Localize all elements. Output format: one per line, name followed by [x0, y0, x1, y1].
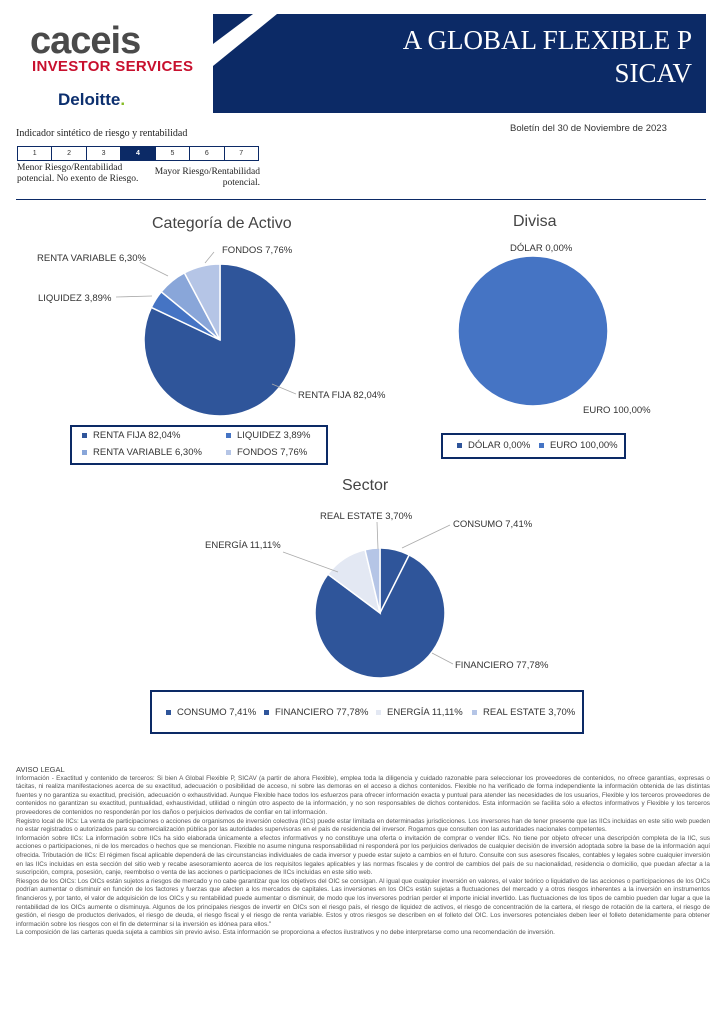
- investor-services-logo-text: INVESTOR SERVICES: [32, 58, 194, 75]
- legend-item-consumo: [166, 707, 256, 718]
- legend-swatch: [166, 710, 171, 715]
- risk-high-line2: potencial.: [222, 178, 260, 188]
- chart-sector-legend: [150, 690, 584, 734]
- deloitte-logo-dot: .: [120, 90, 126, 109]
- legend-label: LIQUIDEZ 3,89%: [237, 430, 311, 441]
- legal-paragraph-1: Información - Exactitud y contenido de terceros: Si bien A Global Flexible P, SICAV (a partir de ahora Flexible), emplea toda la diligencia y cuidado razonable para seleccionar los proveedores de contenidos, no ofrece garantías, expresas o tácitas, ni realiza manifestaciones acerca de su exactitud, adecuación o posibilidad de acceso, ni sobre las demoras en el acceso a dichos contenidos. Flexible no ha verificado de forma independiente la información obtenida de las distintas fuentes y no garantiza su exactitud, precisión, adecuación o exhaustividad. Aunque Flexible hace todos los esfuerzos para ofrecer información exacta y puntual para atender las necesidades de los usuarios, Flexible y los terceros proveedores de contenidos no garantizan su exactitud, puntualidad, exhaustividad, utilidad o ningún otro aspecto de la información, y no son responsables de dichos contenidos. Esta información se facilita sólo a efectos informativos y Flexible y los terceros proveedores de contenidos no responderán por los daños o perjuicios derivados de confiar en tal información.: [16, 774, 710, 816]
- risk-level-4-selected: 4: [121, 147, 155, 160]
- risk-level-6: 6: [190, 147, 224, 160]
- legend-swatch: [472, 710, 477, 715]
- risk-level-2: 2: [52, 147, 86, 160]
- legend-label: RENTA FIJA 82,04%: [93, 430, 181, 441]
- risk-low-line1: Menor Riesgo/Rentabilidad: [17, 163, 123, 173]
- legal-notice: [16, 766, 710, 938]
- legend-swatch: [264, 710, 269, 715]
- risk-level-3: 3: [87, 147, 121, 160]
- risk-indicator-label: Indicador sintético de riesgo y rentabilidad: [16, 128, 188, 139]
- deloitte-logo-text: Deloitte: [58, 90, 121, 109]
- legend-swatch: [376, 710, 381, 715]
- chart-sector-label-real-estate: REAL ESTATE 3,70%: [320, 511, 413, 522]
- legend-item-financiero: [264, 707, 368, 718]
- legend-label: CONSUMO 7,41%: [177, 707, 257, 718]
- chart-asset-label-fondos: FONDOS 7,76%: [222, 245, 293, 256]
- legal-paragraph-4: Riesgos de los OICs: Los OICs están sujetos a riesgos de mercado y no cabe garantizar que los objetivos del OIC se consigan. Al igual que cualquier inversión en valores, el valor teórico o liquidativo de las acciones o participaciones de los OICs podrían aumentar o disminuir en función de los factores y fuerzas que afecten a los mercados de capitales. Las inversiones en los OICs están sujetas a fluctuaciones del mercado y a otros riesgos inherentes a la inversión en instrumentos financieros y, por tanto, el valor de adquisición de los OICs y su rentabilidad puede aumentar o disminuir, de modo que los inversores podrían perder el importe inicial invertido. Las fluctuaciones de los tipos de cambio pueden dar lugar a que la rentabilidad de los OICs aumente o disminuya. Algunos de los principales riesgos de invertir en OICs son el riesgo país, el riesgo de liquidez de activos, el riesgo de concentración de la cartera, el riesgo de rotación de la cartera, el riesgo de gestión, el riesgo de productos derivados, el riesgo de deuda, el riesgo fiscal y el riesgo de renta variable. Estos y otros riesgos se describen en el folleto del OIC. Los inversores potenciales deben leer el folleto detenidamente para obtener información sobre los riesgos con el fin de determinar si la inversión es idónea para ellos.": [16, 877, 710, 928]
- risk-low-line2: potencial. No exento de Riesgo.: [17, 174, 139, 184]
- chart-sector-title: Sector: [342, 477, 389, 494]
- legal-heading: AVISO LEGAL: [16, 765, 65, 774]
- legend-label: ENERGÍA 11,11%: [387, 707, 463, 718]
- legend-item-real-estate: [472, 707, 575, 718]
- fund-title-line1: A GLOBAL FLEXIBLE P: [402, 25, 692, 55]
- chart-currency-label-euro: EURO 100,00%: [583, 405, 651, 416]
- legend-label: REAL ESTATE 3,70%: [483, 707, 576, 718]
- legend-item-energia: [376, 707, 463, 718]
- caceis-logo: caceis: [30, 20, 141, 62]
- risk-level-5: 5: [156, 147, 190, 160]
- legend-label: EURO 100,00%: [550, 440, 618, 451]
- risk-level-1: 1: [18, 147, 52, 160]
- fund-title-line2: SICAV: [614, 58, 692, 88]
- legend-label: DÓLAR 0,00%: [468, 440, 531, 451]
- chart-asset-label-renta-variable: RENTA VARIABLE 6,30%: [37, 253, 146, 264]
- risk-level-7: 7: [239, 150, 244, 157]
- legal-paragraph-3: Información sobre IICs: La información sobre IICs ha sido elaborada únicamente a efectos informativos y no constituye una oferta o invitación de comprar o vender IICs. No tiene por objeto ofrecer una descripción completa de la IIC, sus acciones o participaciones, ni de los mercados o hechos que se mencionan. Flexible no asume ninguna responsabilidad ni responderá por los perjuicios derivados de cualquier decisión de inversión adoptada sobre la base de la información aquí ofrecida. Tributación de IICs: El régimen fiscal aplicable dependerá de las circunstancias individuales de cada inversor y puede estar sujeto a cambios en el futuro. Consulte con sus asesores fiscales, contables y legales sobre cualquier inversión en las IICs incluidas en esta sección del sitio web y recabe asesoramiento acerca de los requisitos legales aplicables y las normas fiscales y de control de cambios del país de su nacionalidad, residencia o domicilio, que puedan afectar a la suscripción, compra, posesión, canje, reembolso o venta de las acciones o participaciones de IICs incluidas en este sitio web.: [16, 834, 710, 877]
- chart-asset-label-renta-fija: RENTA FIJA 82,04%: [298, 390, 386, 401]
- legend-label: RENTA VARIABLE 6,30%: [93, 447, 202, 458]
- legal-paragraph-2: Registro local de IICs: La venta de participaciones o acciones de organismos de inversión colectiva (IICs) puede estar limitada en determinadas jurisdicciones. Los inversores han de tener presente que las IICs incluidas en este sitio web pueden no estar registrados o autorizados para su comercialización pública por las autoridades supervisoras en el país de residencia del inversor. Rogamos que consulten con las autoridades nacionales competentes.: [16, 817, 710, 834]
- chart-currency-label-dolar: DÓLAR 0,00%: [510, 243, 573, 254]
- legend-label: FONDOS 7,76%: [237, 447, 308, 458]
- chart-currency-title: Divisa: [513, 213, 557, 230]
- legend-label: FINANCIERO 77,78%: [275, 707, 369, 718]
- chart-sector-label-financiero: FINANCIERO 77,78%: [455, 660, 549, 671]
- chart-asset-label-liquidez: LIQUIDEZ 3,89%: [38, 293, 112, 304]
- bulletin-date: Boletín del 30 de Noviembre de 2023: [510, 123, 667, 134]
- chart-sector-label-energia: ENERGÍA 11,11%: [205, 540, 281, 551]
- risk-high-line1: Mayor Riesgo/Rentabilidad: [154, 167, 260, 177]
- chart-asset-title: Categoría de Activo: [152, 215, 292, 232]
- legal-paragraph-5: La composición de las carteras queda sujeta a cambios sin previo aviso. Esta información se proporciona a efectos ilustrativos y no debe interpretarse como una recomendación de inversión.: [16, 929, 555, 937]
- chart-sector-label-consumo: CONSUMO 7,41%: [453, 519, 533, 530]
